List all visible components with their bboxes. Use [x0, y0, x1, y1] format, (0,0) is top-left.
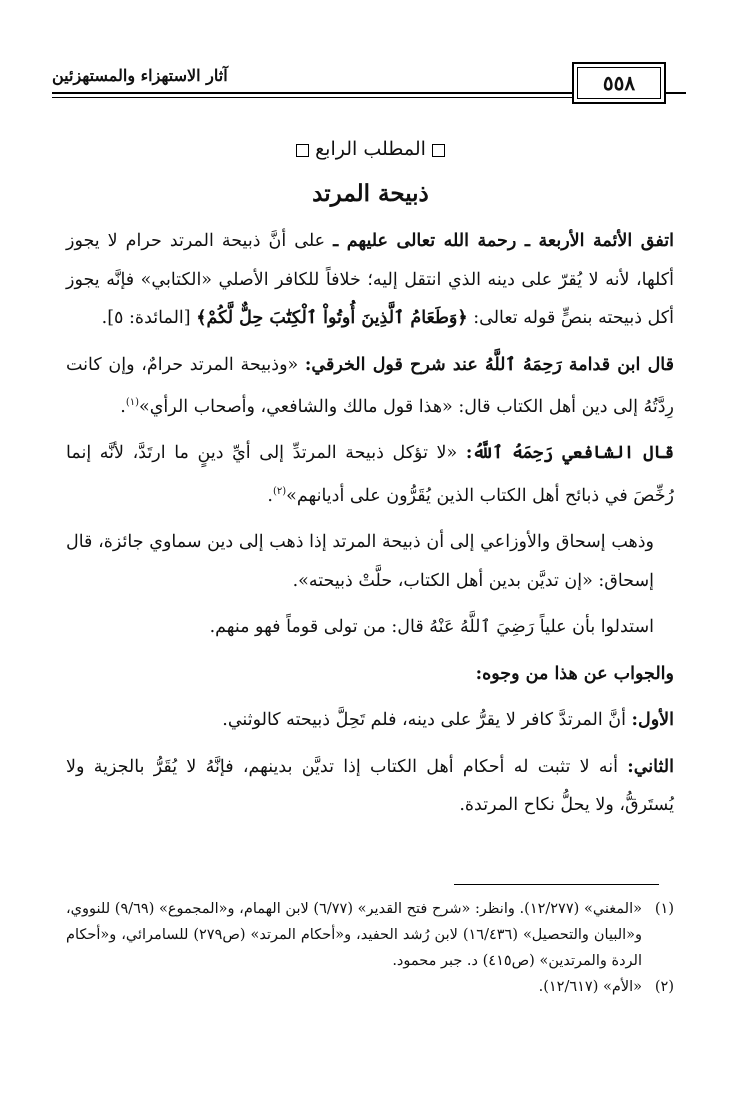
p2-lead: قال ابن قدامة رَحِمَهُ ٱللَّهُ عند شرح قول الخرقي:	[304, 354, 674, 375]
footnote-number: (٢)	[654, 979, 674, 995]
quran-verse: ﴿وَطَعَامُ ٱلَّذِينَ أُوتُواْ ٱلْكِتَٰبَ حِلٌّ لَّكُمْ﴾	[196, 308, 468, 328]
p2-end: .	[120, 396, 126, 417]
paragraph-2	[66, 346, 674, 427]
body-text	[66, 222, 674, 833]
verse-reference: [المائدة: ٥].	[101, 308, 191, 328]
header-rule-thin	[52, 97, 612, 98]
p2-text: «وذبيحة المرتد حرامٌ، وإن كانت رِدَّتُهُ إلى دين أهل الكتاب قال: «هذا قول مالك والشافعي، وأصحاب الرأي»	[66, 354, 674, 417]
square-bullet-icon	[296, 144, 309, 157]
section-title: ذبيحة المرتد	[312, 180, 429, 207]
p6-lead: والجواب عن هذا من وجوه:	[475, 663, 674, 684]
p5-text: استدلوا بأن علياً رَضِيَ ٱللَّهُ عَنْهُ قال: من تولى قوماً فهو منهم.	[209, 617, 654, 638]
footnote-separator	[454, 884, 659, 885]
p7-lead: الأول:	[631, 710, 674, 731]
paragraph-6	[66, 655, 674, 694]
paragraph-1	[66, 222, 674, 338]
running-title: آثار الاستهزاء والمستهزئين	[52, 66, 228, 85]
footnote-ref-1[interactable]: (١)	[125, 397, 140, 408]
p3-end: .	[267, 485, 273, 506]
footnote-text: «المغني» (١٢/٢٧٧). وانظر: «شرح فتح القدير» (٦/٧٧) لابن الهمام، و«المجموع» (٩/٦٩) للنووي، و«البيان والتحصيل» (١٦/٤٣٦) لابن رُشد الحفيد، و«أحكام المرتد» (ص٢٧٩) للسامرائي، و«أحكام الردة والمرتدين» (ص٤١٥) د. جبر محمود.	[66, 901, 643, 969]
p7-text: أنَّ المرتدَّ كافر لا يقرُّ على دينه، فلم تَحِلَّ ذبيحته كالوثني.	[222, 710, 626, 731]
paragraph-3	[66, 434, 674, 515]
footnotes	[66, 896, 674, 1000]
p8-lead: الثاني:	[627, 756, 674, 777]
paragraph-5	[66, 608, 674, 647]
p3-lead: قال الشافعي رَحِمَهُ ٱللَّهُ:	[465, 443, 674, 464]
header-tick	[664, 92, 686, 94]
p8-text: أنه لا تثبت له أحكام أهل الكتاب إذا تديَّن بدينهم، فإنَّهُ لا يُقَرُّ بالجزية ولا يُستَرقُّ، ولا يحلُّ نكاح المرتدة.	[66, 756, 674, 816]
p1-lead: اتفق الأئمة الأربعة ـ رحمة الله تعالى عليهم ـ	[333, 231, 674, 251]
page-header	[52, 62, 688, 112]
subheading-text: المطلب الرابع	[315, 138, 426, 160]
footnote-number: (١)	[654, 901, 674, 917]
footnote-1	[66, 896, 674, 974]
p1-text: على أنَّ ذبيحة المرتد حرام لا يجوز أكلها، لأنه لا يُقرّ على دينه الذي انتقل إليه؛ خلافاً للكافر الأصلي «الكتابي» فإنَّه يجوز أكل ذبيحته بنصٍّ قوله تعالى:	[66, 231, 674, 328]
p4-text: وذهب إسحاق والأوزاعي إلى أن ذبيحة المرتد إذا ذهب إلى دين سماوي جائزة، قال إسحاق: «إن تديَّن بدين أهل الكتاب، حلَّتْ ذبيحته».	[66, 532, 654, 591]
square-bullet-icon	[432, 144, 445, 157]
paragraph-8	[66, 748, 674, 825]
section-subheading	[0, 138, 741, 160]
p3-text: «لا تؤكل ذبيحة المرتدِّ إلى أيِّ دينٍ ما ارتَدَّ، لأنَّه إنما رُخِّصَ في ذبائح أهل الكتاب الذين يُقَرُّون على أديانهم»	[66, 443, 674, 506]
page-number: ٥٥٨	[602, 71, 636, 95]
header-rule	[52, 92, 612, 94]
page-number-box	[572, 62, 666, 104]
paragraph-7	[66, 701, 674, 740]
paragraph-4	[66, 523, 674, 600]
footnote-2	[66, 974, 674, 1000]
footnote-text: «الأم» (١٢/٦١٧).	[538, 979, 642, 995]
footnote-ref-2[interactable]: (٢)	[272, 485, 287, 497]
